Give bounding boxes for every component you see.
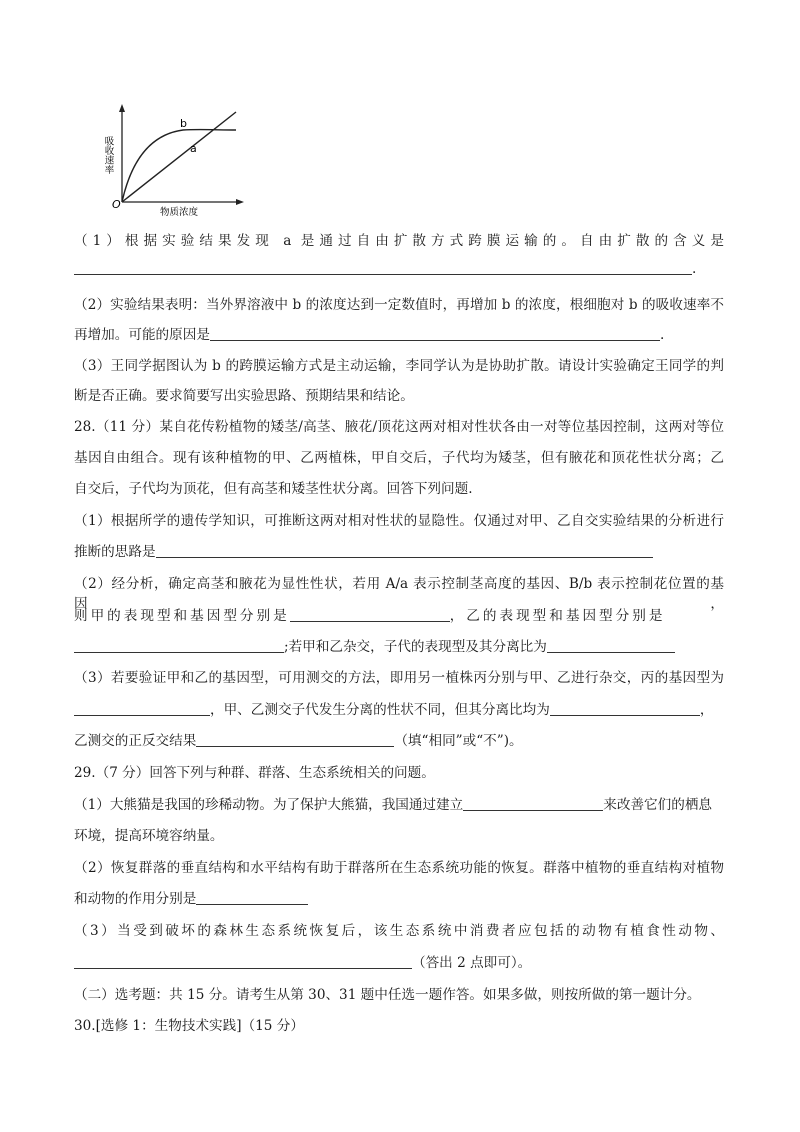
line-end: . (659, 327, 665, 343)
origin-label: O (112, 198, 121, 211)
q28-2-line2 (74, 606, 724, 626)
q28-1-line2 (74, 542, 724, 562)
curve-a-label: a (190, 142, 197, 155)
q28-3-line1: （3）若要验证甲和乙的基因型，可用测交的方法，即用另一植株丙分别与甲、乙进行杂交，丙的基因型为 (74, 670, 724, 686)
q27-3-line1: （3）王同学据图认为 b 的跨膜运输方式是主动运输，李同学认为是协助扩散。请设计实验确定王同学的判 (74, 358, 724, 374)
answer-blank[interactable] (156, 542, 653, 558)
q28-3-line3-text-b: （填“相同”或“不”)。 (394, 733, 523, 749)
graph-svg (98, 102, 248, 222)
q27-2-line2-text: 再增加。可能的原因是 (74, 327, 210, 343)
answer-blank[interactable] (74, 637, 284, 653)
q29-2-line2 (74, 889, 724, 909)
answer-blank[interactable] (74, 700, 210, 716)
q29-1-line1 (74, 795, 724, 815)
line-end: . (692, 261, 697, 277)
answer-blank[interactable] (74, 953, 412, 969)
q29-3-line2 (74, 953, 724, 973)
absorption-rate-graph (98, 102, 248, 222)
x-axis-label: 物质浓度 (160, 207, 199, 218)
answer-blank[interactable] (74, 259, 692, 275)
q28-3-line3 (74, 731, 724, 751)
q28-3-line3-text-a: 乙测交的正反交结果 (74, 733, 197, 749)
x-axis-arrow (236, 199, 244, 205)
q28-3-line2 (74, 700, 724, 720)
q28-line1: 28.（11 分）某自花传粉植物的矮茎/高茎、腋花/顶花这两对相对性状各由一对等位基因控制，这两对等位 (74, 419, 724, 435)
q28-2-line3-text: ;若甲和乙杂交，子代的表现型及其分离比为 (284, 639, 547, 655)
q27-1-line2 (74, 259, 724, 279)
q28-1-line2-text: 推断的思路是 (74, 544, 156, 560)
q29-3-line2-text: （答出 2 点即可）。 (412, 955, 532, 971)
q27-1-line1: （1）根据实验结果发现 a 是通过自由扩散方式跨膜运输的。自由扩散的含义是 (74, 233, 724, 249)
q28-line2: 基因自由组合。现有该种植物的甲、乙两植株，甲自交后，子代均为矮茎，但有腋花和顶花性状分离；乙 (74, 450, 724, 466)
answer-blank[interactable] (210, 325, 660, 341)
q29-1-text-b: 来改善它们的栖息 (603, 797, 713, 813)
q28-2-line3 (74, 637, 724, 657)
q28-3-line2-text: ，甲、乙测交子代发生分离的性状不同，但其分离比均为 (210, 702, 550, 718)
section-2-heading: （二）选考题：共 15 分。请考生从第 30、31 题中任选一题作答。如果多做，则按所做的第一题计分。 (74, 987, 701, 1003)
q29-2-line1: （2）恢复群落的垂直结构和水平结构有助于群落所在生态系统功能的恢复。群落中植物的垂直结构对植物 (74, 860, 724, 876)
q30-heading: 30.[选修 1：生物技术实践]（15 分） (74, 1018, 304, 1034)
curve-b (122, 130, 236, 202)
q27-3-line2: 断是否正确。要求简要写出实验思路、预期结果和结论。 (74, 388, 414, 404)
y-axis-arrow (119, 104, 125, 112)
q29-2-line2-text: 和动物的作用分别是 (74, 891, 197, 907)
q28-2-text-b: ，乙的表现型和基因型分别是 (449, 608, 666, 624)
q28-2-line1: （2）经分析，确定高茎和腋花为显性性状，若用 A/a 表示控制茎高度的基因、B/b 表示控制花位置的基因， (74, 576, 724, 612)
line-end: ， (699, 702, 714, 718)
q27-2-line2 (74, 325, 724, 345)
answer-blank[interactable] (547, 637, 675, 653)
q27-2-line1: （2）实验结果表明：当外界溶液中 b 的浓度达到一定数值时，再增加 b 的浓度，根细胞对 b 的吸收速率不 (74, 297, 724, 313)
q29-1-line2: 环境，提高环境容纳量。 (74, 828, 224, 844)
q29-line1: 29.（7 分）回答下列与种群、群落、生态系统相关的问题。 (74, 765, 435, 781)
q28-line3: 自交后，子代均为顶花，但有高茎和矮茎性状分离。回答下列问题. (74, 481, 473, 497)
q29-3-line1: （3）当受到破坏的森林生态系统恢复后，该生态系统中消费者应包括的动物有植食性动物、 (74, 923, 724, 939)
curve-a (122, 112, 236, 202)
q28-2-text-a: 则甲的表现型和基因型分别是 (74, 608, 290, 624)
answer-blank[interactable] (463, 795, 603, 811)
q28-1-line1: （1）根据所学的遗传学知识，可推断这两对相对性状的显隐性。仅通过对甲、乙自交实验结果的分析进行 (74, 513, 724, 529)
answer-blank[interactable] (290, 606, 450, 622)
answer-blank[interactable] (196, 731, 394, 747)
y-axis-label: 吸收速率 (102, 136, 114, 174)
answer-blank[interactable] (550, 700, 700, 716)
q29-1-text-a: （1）大熊猫是我国的珍稀动物。为了保护大熊猫，我国通过建立 (74, 797, 464, 813)
curve-b-label: b (180, 117, 187, 130)
answer-blank[interactable] (196, 889, 308, 905)
